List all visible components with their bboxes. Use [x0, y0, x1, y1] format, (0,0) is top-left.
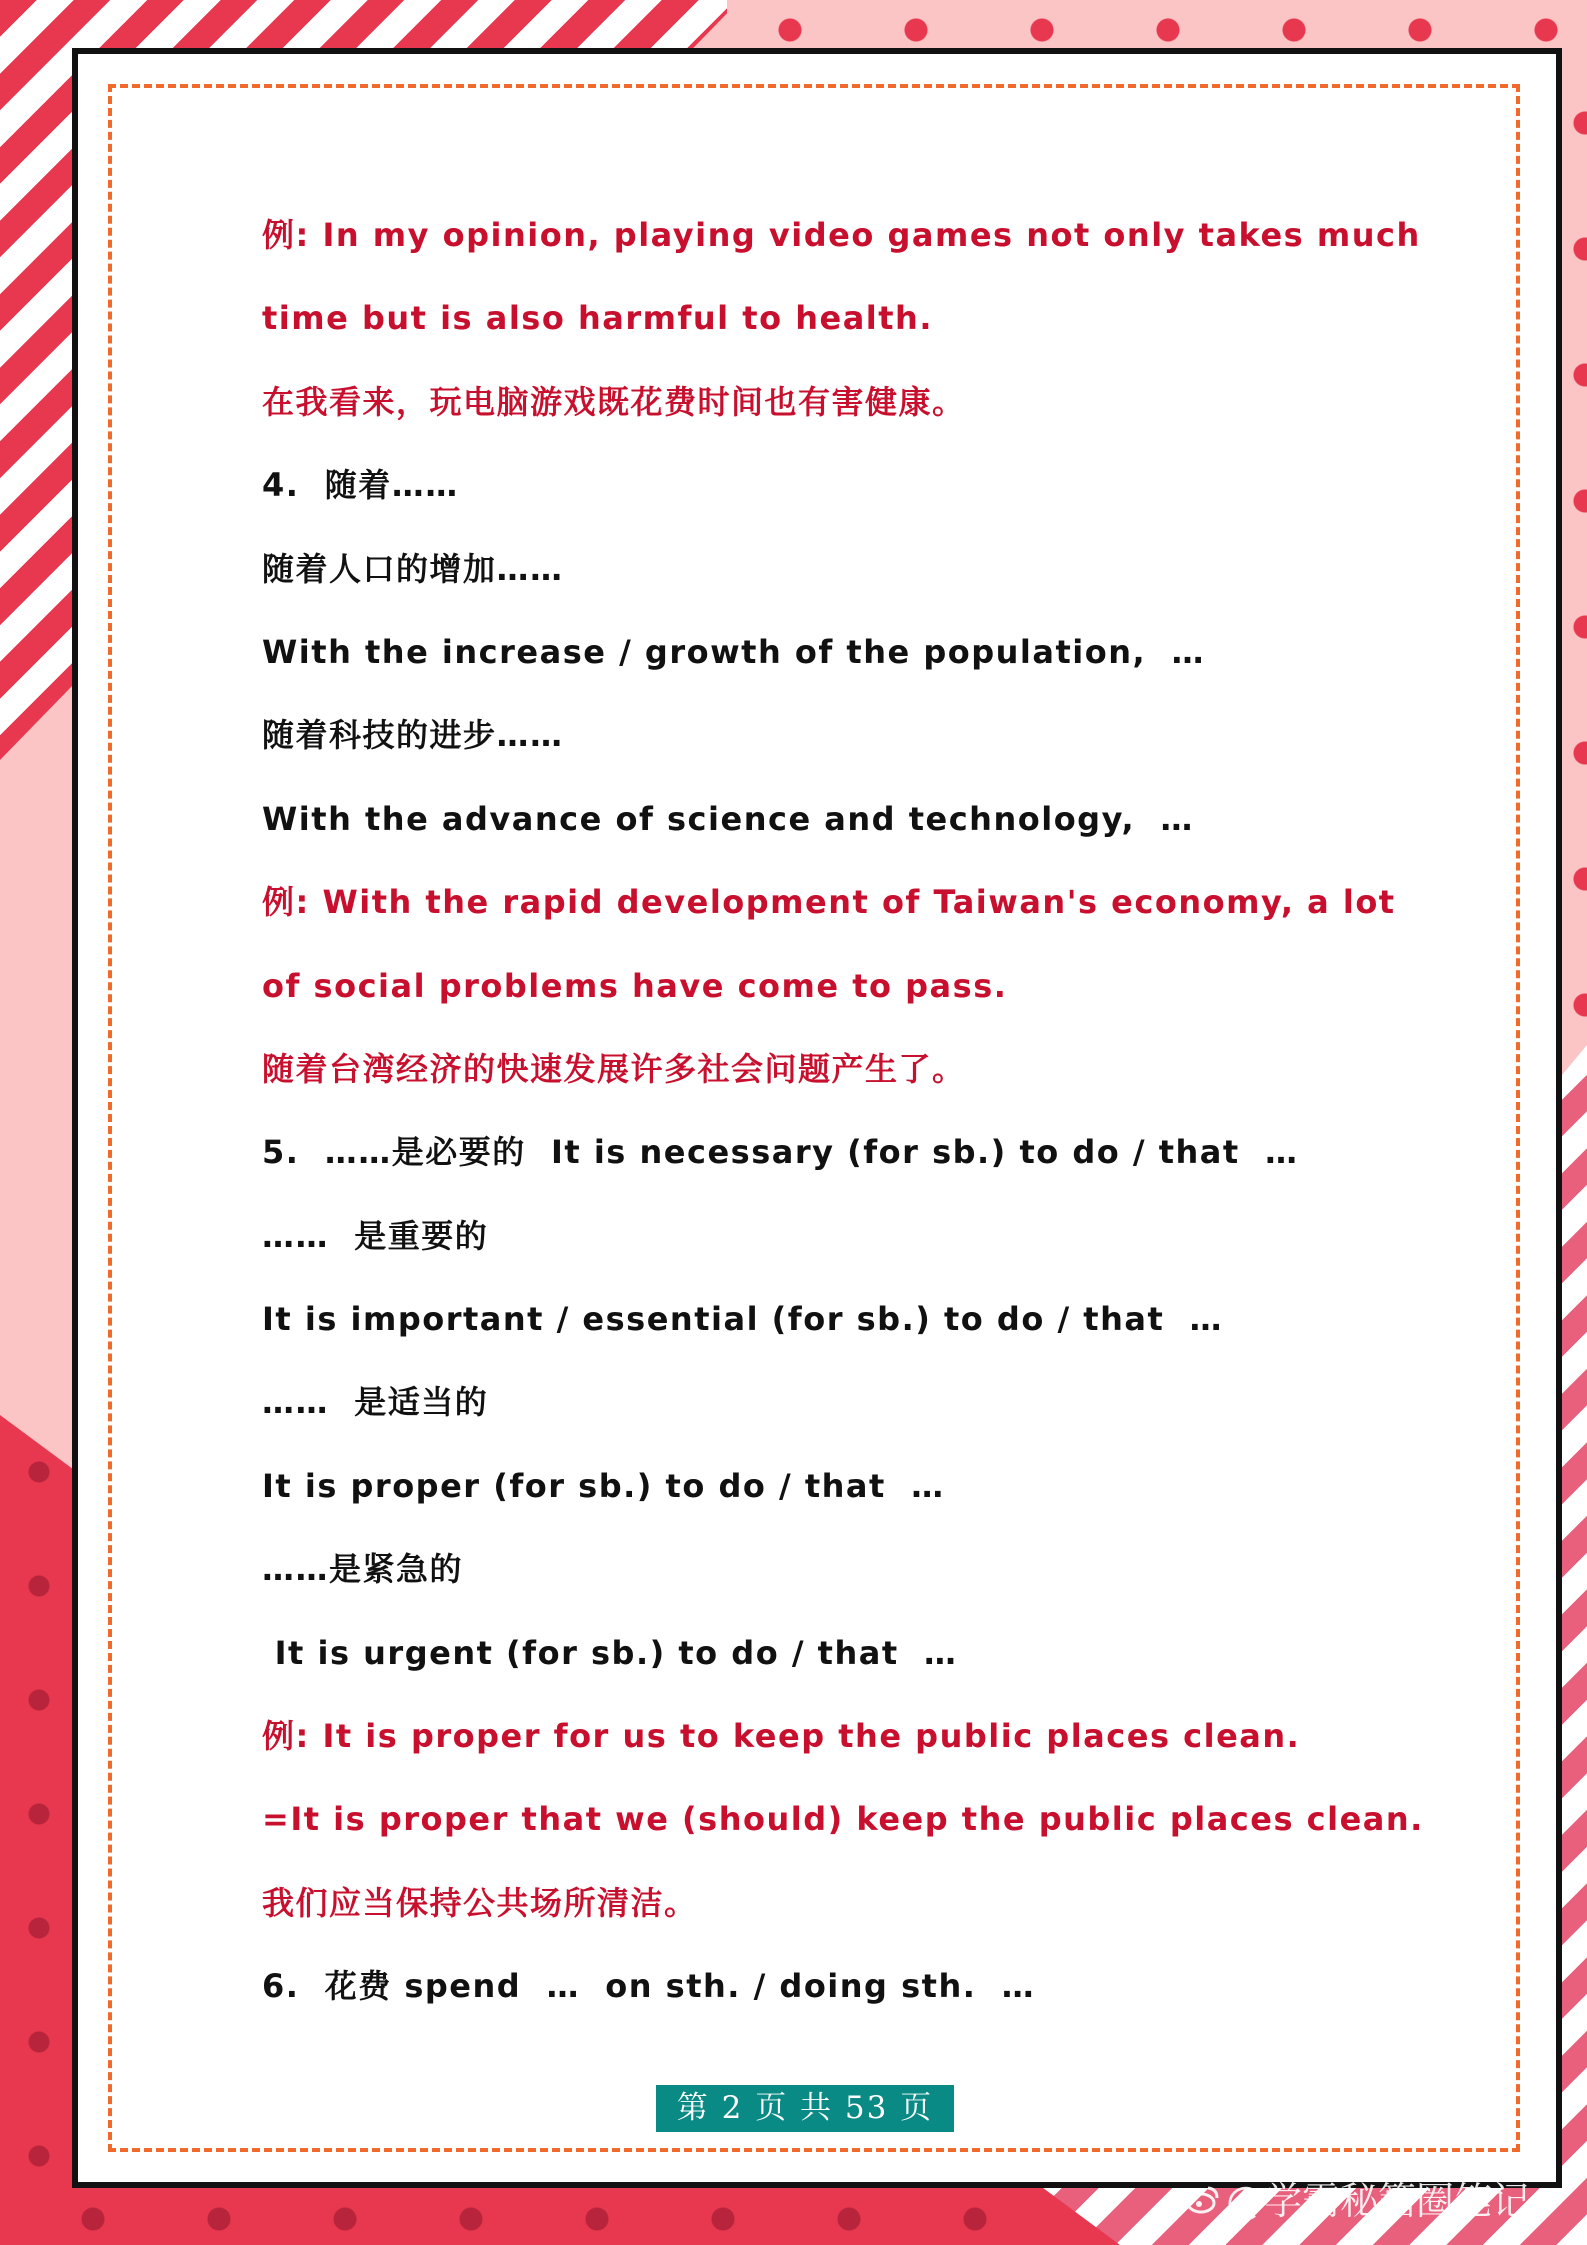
text-line: 例: It is proper for us to keep the public places clean. [262, 1717, 1301, 1756]
text-line: 4. 随着…… [262, 466, 459, 505]
text-line: 随着台湾经济的快速发展许多社会问题产生了。 [262, 1049, 966, 1088]
text-line: 我们应当保持公共场所清洁。 [262, 1883, 698, 1922]
text-line: With the advance of science and technology, … [262, 799, 1194, 838]
text-line: 在我看来，玩电脑游戏既花费时间也有害健康。 [262, 382, 966, 421]
text-line: It is important / essential (for sb.) to do / that … [262, 1300, 1224, 1339]
text-line: 6. 花费 spend … on sth. / doing sth. … [262, 1967, 1036, 2006]
weibo-icon [1186, 2179, 1220, 2223]
text-line: time but is also harmful to health. [262, 299, 933, 338]
text-line: With the increase / growth of the population, … [262, 632, 1205, 671]
text-line: of social problems have come to pass. [262, 966, 1008, 1005]
text-line: It is urgent (for sb.) to do / that … [262, 1633, 958, 1672]
watermark-text: @学霸秘籍圈笔记 [1226, 2179, 1531, 2223]
watermark [1186, 2170, 1530, 2225]
text-line: ……是紧急的 [262, 1550, 464, 1589]
text-line: 随着科技的进步…… [262, 716, 564, 755]
decor-dots-bottom [0, 2185, 1000, 2245]
text-line: 例: In my opinion, playing video games not only takes much [262, 216, 1421, 254]
text-line: …… 是适当的 [262, 1383, 489, 1422]
text-line: 例: With the rapid development of Taiwan's economy, a lot [262, 883, 1396, 922]
page-number-footer: 第 2 页 共 53 页 [656, 2085, 954, 2132]
text-line: 5. ……是必要的 It is necessary (for sb.) to do / that … [262, 1133, 1299, 1172]
text-line: It is proper (for sb.) to do / that … [262, 1466, 945, 1505]
text-line: 随着人口的增加…… [262, 549, 564, 588]
text-line: =It is proper that we (should) keep the public places clean. [262, 1800, 1424, 1839]
document-body [262, 205, 1442, 2040]
text-line: …… 是重要的 [262, 1216, 489, 1255]
